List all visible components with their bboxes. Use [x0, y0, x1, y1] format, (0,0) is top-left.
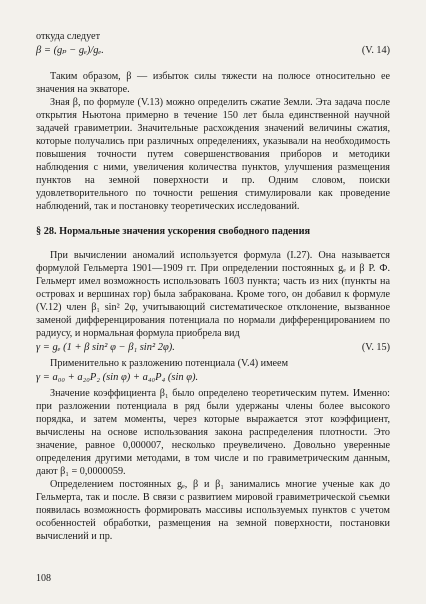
equation-v15-number: (V. 15) — [361, 342, 390, 353]
paragraph-excess-gravity: Таким образом, β — избыток силы тяжести на полюсе относительно ее значения на экваторе. — [36, 71, 390, 95]
equation-v14-number: (V. 14) — [361, 45, 390, 56]
section-title: § 28. Нормальные значения ускорения свободного падения — [36, 226, 311, 237]
equation-expansion — [36, 371, 390, 384]
equation-v15 — [36, 341, 390, 354]
equation-v14-formula: β = (gₚ − gₑ)/gₑ. — [36, 45, 104, 56]
equation-v15-formula: γ = gₑ (1 + β sin² φ − β₁ sin² 2φ). — [36, 342, 175, 353]
paragraph-beta1-coefficient: Значение коэффициента β₁ было определено теоретическим путем. Именно: при разложении потенциала в ряд были удержаны члены более высокого порядка, и затем моменты, через которые выражается этот коэффициент, вычислены на основе использования закона распределения плотности. Это значение, равное 0,000007, несколько преувеличено. Довольно уверенные определения другими методами, в том числе и по гравиметрическим данным, дают β₁ = 0,0000059. — [36, 388, 390, 477]
spacer — [36, 60, 390, 70]
equation-expansion-formula: γ = a₀₀ + a₂₀P₂ (sin φ) + a₄₀P₄ (sin φ). — [36, 372, 199, 383]
paragraph-constants-determination: Определением постоянных gₑ, β и β₁ занимались многие ученые как до Гельмерта, так и после. В связи с развитием мировой гравиметрической съемки появилась возможность формировать массивы используемых пунктов с учетом особенностей обработки, размещения на земной поверхности, постановки вычислений и пр. — [36, 479, 390, 542]
paragraph-potential-expansion: Применительно к разложению потенциала (V.4) имеем — [50, 358, 289, 369]
paragraph-earth-flattening: Зная β, по формуле (V.13) можно определить сжатие Земли. Эта задача после открытия Ньютона примерно в течение 150 лет была единственной научной задачей гравиметрии. Значительные расхождения значений величины сжатия, которые получались при различных определениях, указывали на необходимость повышения точности путем совершенствования приборов и методики наблюдения с ними, увеличения количества пунктов, улучшения размещения пунктов на земной поверхности и пр. Одним словом, поиски удовлетворительного по точности решения стимулировали как проведение наблюдений, так и постановку теоретических исследований. — [36, 97, 390, 212]
paragraph-helmert-formula: При вычислении аномалий используется формула (I.27). Она называется формулой Гельмерта 1901—1909 гг. При определении постоянных gₑ и β Р. Ф. Гельмерт имел возможность использовать 1603 пункта; часть из них (пункты на островах и вершинах гор) была забракована. Кроме того, он добавил к формуле (V.12) член β₁ sin² 2φ, учитывающий систематическое отклонение, вызванное заменой дифференцирования потенциала по нормали дифференцированием по радиусу, и нормальная формула приобрела вид — [36, 250, 390, 339]
page-number: 108 — [36, 573, 51, 584]
equation-v14 — [36, 44, 390, 57]
intro-line: откуда следует — [36, 31, 101, 42]
